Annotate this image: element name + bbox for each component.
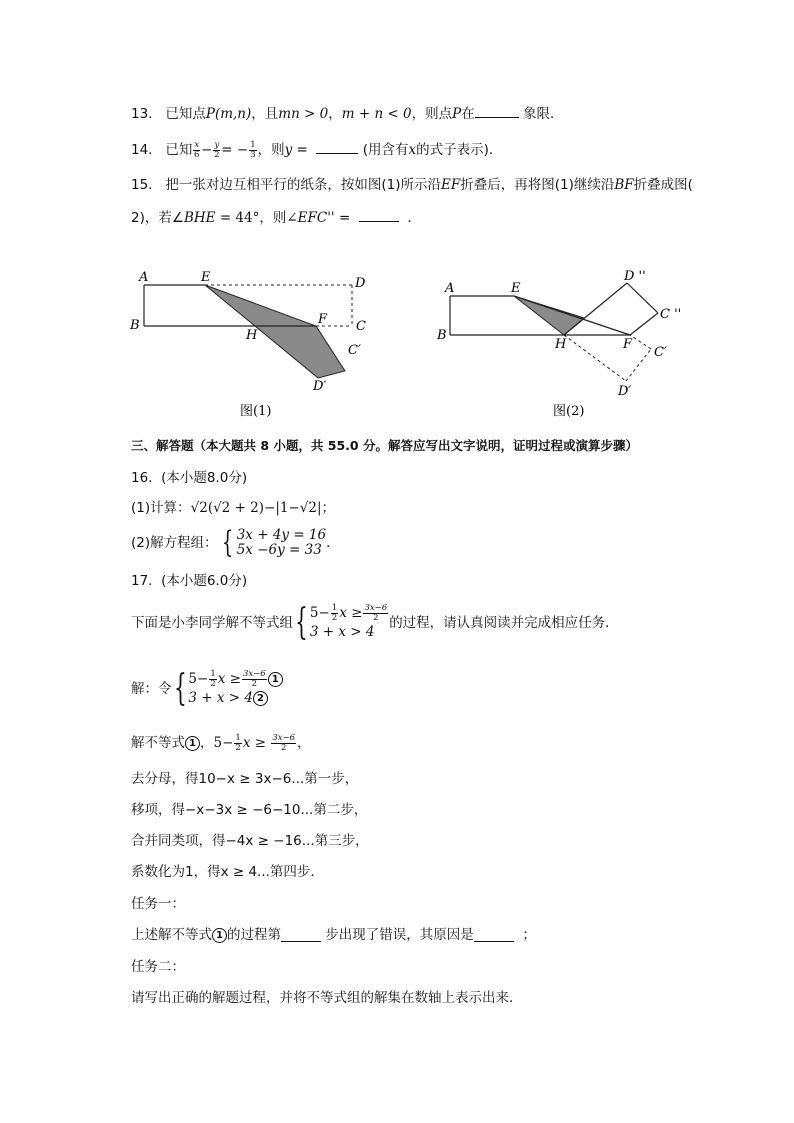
question-15-line2: 2)，若∠BHE = 44°，则∠EFC'' = ． xyxy=(131,210,421,226)
question-16-header: 16. (本小题8.0分) xyxy=(131,470,248,486)
label-H-2: H xyxy=(555,337,567,352)
question-14: 14. 已知 $\frac{x}{6}$ − $\frac{y}{2}$ = − $\frac{1}{3}$ ，则y = (用含有x的式子表示)． xyxy=(131,139,503,160)
label-F: F xyxy=(318,312,328,327)
folded-region-1 xyxy=(205,285,345,378)
inequality-system: 5− $\frac{1}{2}$ x ≥ $\frac{3x-6}{2}$ 3 + x > 4 xyxy=(309,603,388,640)
answer-blank-reason[interactable] xyxy=(474,928,514,942)
label-B: B xyxy=(130,318,140,333)
section-3-heading: 三、解答题（本大题共 8 小题，共 55.0 分。解答应写出文字说明，证明过程或演算步骤） xyxy=(131,438,638,453)
left-brace: { xyxy=(221,525,233,560)
label-E: E xyxy=(201,270,211,285)
caption-figure-1: 图(1) xyxy=(240,404,272,419)
answer-blank-step[interactable] xyxy=(281,928,321,942)
circled-1: 1 xyxy=(212,928,227,943)
task-2-text: 请写出正确的解题过程，并将不等式组的解集在数轴上表示出来． xyxy=(131,990,523,1006)
label-C-prime: C′ xyxy=(348,343,361,358)
left-brace: { xyxy=(295,602,308,643)
equation-system: 3x + 4y = 16 5x −6y = 33 xyxy=(236,527,327,558)
solve-inequality-1: 解不等式 1 ， 5− $\frac{1}{2}$ x ≥ $\frac{3x-6}{2}$ ， xyxy=(131,732,311,753)
task-1-heading: 任务一： xyxy=(131,896,185,912)
left-brace: { xyxy=(173,668,187,709)
label-A-2: A xyxy=(445,281,455,296)
question-17-header: 17. (本小题6.0分) xyxy=(131,573,248,589)
label-H: H xyxy=(246,328,258,343)
step-1: 去分母，得10−x ≥ 3x−6...第一步， xyxy=(131,771,359,787)
step-4: 系数化为1，得x ≥ 4...第四步． xyxy=(131,864,324,880)
circled-1: 1 xyxy=(185,736,200,751)
label-F-2: F xyxy=(623,337,633,352)
step-2: 移项，得−x−3x ≥ −6−10...第二步， xyxy=(131,802,368,818)
label-C: C xyxy=(356,319,366,334)
task-1-text: 上述解不等式 1 的过程第 步出现了错误，其原因是 ； xyxy=(131,927,536,943)
question-17-intro: 下面是小李同学解不等式组 { 5− $\frac{1}{2}$ x ≥ $\frac{3x-6}{2}$ 3 + x > 4 的过程，请认真阅读并完成相应任务． xyxy=(131,602,619,643)
caption-figure-2: 图(2) xyxy=(553,404,585,419)
circled-2: 2 xyxy=(253,691,268,706)
figure-2 xyxy=(436,269,681,419)
fraction-1-3: $\frac{1}{3}$ xyxy=(250,139,256,160)
question-13: 13. 已知点P(m,n)，且mn > 0，m + n < 0，则点P在 象限． xyxy=(131,106,564,122)
label-C-double-prime: C '' xyxy=(660,307,682,322)
label-E-2: E xyxy=(511,281,521,296)
question-16-part1: (1)计算：√2(√2 + 2)−|1−√2|； xyxy=(131,500,336,516)
label-D-double-prime: D '' xyxy=(624,269,646,284)
question-16-part2: (2)解方程组： { 3x + 4y = 16 5x −6y = 33 ． xyxy=(131,525,340,560)
folding-figures xyxy=(0,0,794,430)
label-D-prime: D′ xyxy=(313,379,327,394)
label-D-prime-2: D′ xyxy=(618,384,632,399)
figure-1 xyxy=(129,270,366,419)
question-15-line1: 15. 把一张对边互相平行的纸条，按如图(1)所示沿EF折叠后，再将图(1)继续沿BF折叠成图( xyxy=(131,177,693,193)
step-3: 合并同类项，得−4x ≥ −16...第三步， xyxy=(131,833,369,849)
solution-system: 解：令 { 5− $\frac{1}{2}$ x ≥ $\frac{3x-6}{2}$ 1 3 + x > 4 2 xyxy=(131,668,283,710)
label-C-prime-2: C′ xyxy=(654,345,667,360)
label-A: A xyxy=(139,270,149,285)
fraction-y-2: $\frac{y}{2}$ xyxy=(214,139,220,160)
circled-1: 1 xyxy=(268,672,283,687)
label-B-2: B xyxy=(437,328,447,343)
fraction-x-6: $\frac{x}{6}$ xyxy=(194,139,200,160)
label-D: D xyxy=(355,276,366,291)
task-2-heading: 任务二： xyxy=(131,959,185,975)
